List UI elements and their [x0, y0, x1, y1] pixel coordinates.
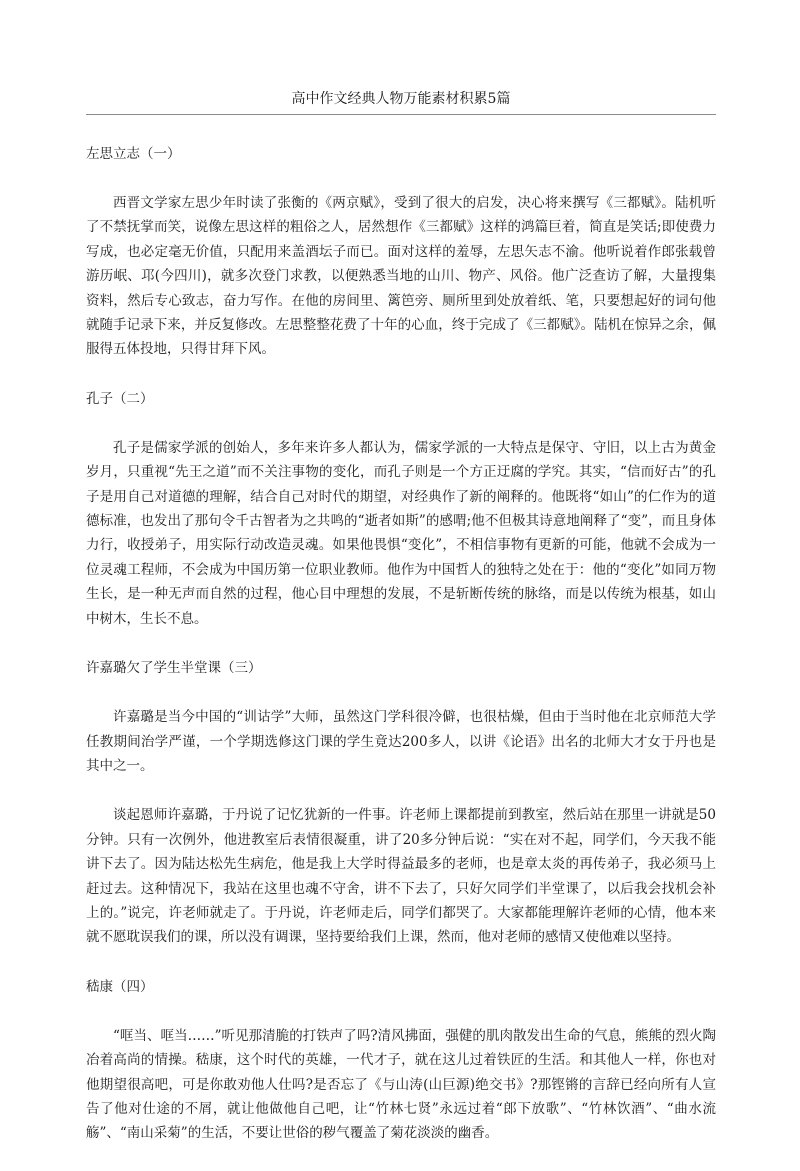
- paragraph: 谈起恩师许嘉璐，于丹说了记忆犹新的一件事。许老师上课都提前到教室，然后站在那里一讲就是50分钟。只有一次例外，他进教室后表情很凝重，讲了20多分钟后说：“实在对不起，同学们，今天我不能讲下去了。因为陆达松先生病危，他是我上大学时得益最多的老师，也是章太炎的再传弟子，我必须马上赶过去。这种情况下，我站在这里也魂不守舍，讲不下去了，只好欠同学们半堂课了，以后我会找机会补上的。”说完，许老师就走了。于丹说，许老师走后，同学们都哭了。大家都能理解许老师的心情，他本来就不愿耽误我们的课，所以没有调课，坚持要给我们上课，然而，他对老师的感情又使他难以坚持。: [86, 807, 716, 946]
- section-zuosi: [86, 142, 716, 362]
- page-title: 高中作文经典人物万能素材积累5篇: [291, 91, 511, 107]
- section-title: 嵇康（四）: [86, 978, 154, 995]
- header-divider: [86, 114, 716, 115]
- paragraph: 许嘉璐是当今中国的“训诂学”大师，虽然这门学科很冷僻，也很枯燥，但由于当时他在北京师范大学任教期间治学严谨，一个学期选修这门课的学生竟达200多人，以讲《论语》出名的北师大才女于丹也是其中之一。: [86, 709, 716, 774]
- paragraph: 西晋文学家左思少年时读了张衡的《两京赋》，受到了很大的启发，决心将来撰写《三都赋》。陆机听了不禁抚掌而笑，说像左思这样的粗俗之人，居然想作《三都赋》这样的鸿篇巨着，简直是笑话;即使费力写成，也必定毫无价值，只配用来盖酒坛子而已。面对这样的羞辱，左思矢志不渝。他听说着作郎张载曾游历岷、邛(今四川)，就多次登门求教，以便熟悉当地的山川、物产、风俗。他广泛查访了解，大量搜集资料，然后专心致志，奋力写作。在他的房间里、篱笆旁、厕所里到处放着纸、笔，只要想起好的词句他就随手记录下来，并反复修改。左思整整花费了十年的心血，终于完成了《三都赋》。陆机在惊异之余，佩服得五体投地，只得甘拜下风。: [86, 195, 716, 358]
- section-kongzi: [86, 387, 716, 631]
- paragraph: 孔子是儒家学派的创始人，多年来许多人都认为，儒家学派的一大特点是保守、守旧，以上古为黄金岁月，只重视“先王之道”而不关注事物的变化，而孔子则是一个方正迂腐的学究。其实，“信而好古”的孔子是用自己对道德的理解，结合自己对时代的期望，对经典作了新的阐释的。他既将“如山”的仁作为的道德标准，也发出了那句令千古智者为之共鸣的“逝者如斯”的感喟;他不但极其诗意地阐释了“变”，而且身体力行，收授弟子，用实际行动改造灵魂。如果他畏惧“变化”，不相信事物有更新的可能，他就不会成为一位灵魂工程师，不会成为中国历第一位职业教师。他作为中国哲人的独特之处在于：他的“变化”如同万物生长，是一种无声而自然的过程，他心目中理想的发展，不是斩断传统的脉络，而是以传统为根基，如山中树木，生长不息。: [86, 439, 716, 627]
- paragraph: “哐当、哐当……”听见那清脆的打铁声了吗?清风拂面，强健的肌肉散发出生命的气息，熊熊的烈火陶冶着高尚的情操。嵇康，这个时代的英雄，一代才子，就在这儿过着铁匠的生活。和其他人一样，你也对他期望很高吧，可是你敢劝他人仕吗?是否忘了《与山涛(山巨源)绝交书》?那铿锵的言辞已经向所有人宣告了他对仕途的不屑，就让他做他自己吧，让“竹林七贤”永远过着“郎下放歌”、“竹林饮酒”、“曲水流觞”、“南山采菊”的生活，不要让世俗的秽气覆盖了菊花淡淡的幽香。: [86, 1027, 716, 1142]
- section-title: 孔子（二）: [86, 390, 154, 407]
- section-xujialu: [86, 656, 716, 950]
- section-jikang: [86, 975, 716, 1146]
- section-title: 许嘉璐欠了学生半堂课（三）: [86, 660, 262, 677]
- section-title: 左思立志（一）: [86, 146, 181, 162]
- document-body: [86, 142, 716, 1171]
